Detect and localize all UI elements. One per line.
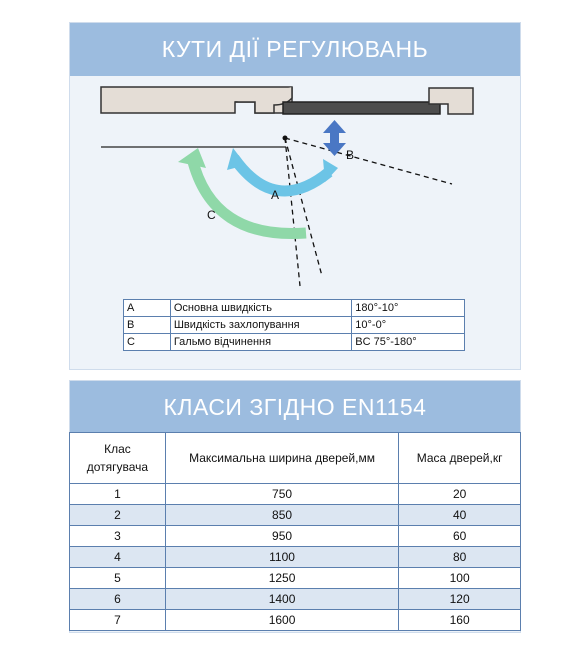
legend-range: 180°-10° <box>352 300 465 317</box>
cell-width: 1250 <box>165 568 398 589</box>
label-a: A <box>271 188 280 202</box>
arrow-a-head-right <box>323 159 338 182</box>
cell-mass: 120 <box>399 589 521 610</box>
legend-description: Швидкість захлопування <box>170 317 351 334</box>
legend-range: BC 75°-180° <box>352 334 465 351</box>
en1154-classes-panel <box>69 380 521 633</box>
door-closer-angles-diagram <box>70 76 522 316</box>
table-header-row <box>70 433 521 484</box>
label-c: C <box>207 208 216 222</box>
angle-line-75deg-a <box>285 138 300 286</box>
table-row <box>70 610 521 631</box>
arrow-c-head <box>178 148 206 168</box>
en1154-classes-table <box>69 432 521 631</box>
cell-mass: 160 <box>399 610 521 631</box>
arrow-b-head-down <box>323 143 346 156</box>
cell-mass: 60 <box>399 526 521 547</box>
cell-class: 7 <box>70 610 166 631</box>
adjustment-angles-panel <box>69 22 521 370</box>
cell-width: 950 <box>165 526 398 547</box>
door-leaf <box>283 102 440 114</box>
table-row <box>70 526 521 547</box>
angle-line-10deg <box>285 138 452 184</box>
adjustment-angles-title: КУТИ ДІЇ РЕГУЛЮВАНЬ <box>70 23 520 76</box>
legend-row <box>124 317 465 334</box>
header-class <box>70 433 166 484</box>
table-row <box>70 484 521 505</box>
arrow-a-arc <box>234 158 329 191</box>
cell-mass: 80 <box>399 547 521 568</box>
cell-class: 3 <box>70 526 166 547</box>
en1154-classes-title: КЛАСИ ЗГІДНО EN1154 <box>70 381 520 433</box>
angle-line-75deg-b <box>285 138 322 276</box>
table-row <box>70 505 521 526</box>
legend-key: A <box>124 300 171 317</box>
legend-row <box>124 300 465 317</box>
legend-range: 10°-0° <box>352 317 465 334</box>
cell-width: 1100 <box>165 547 398 568</box>
legend-key: B <box>124 317 171 334</box>
legend-description: Основна швидкість <box>170 300 351 317</box>
cell-width: 750 <box>165 484 398 505</box>
header-door-mass: Маса дверей,кг <box>399 433 521 484</box>
table-row <box>70 547 521 568</box>
cell-mass: 40 <box>399 505 521 526</box>
legend-key: C <box>124 334 171 351</box>
cell-class: 5 <box>70 568 166 589</box>
cell-width: 850 <box>165 505 398 526</box>
table-row <box>70 589 521 610</box>
table-row <box>70 568 521 589</box>
header-max-width: Максимальна ширина дверей,мм <box>165 433 398 484</box>
cell-mass: 20 <box>399 484 521 505</box>
legend-row <box>124 334 465 351</box>
angles-legend-table <box>123 299 465 351</box>
label-b: B <box>346 148 355 162</box>
cell-class: 2 <box>70 505 166 526</box>
header-class-line1: Клас <box>104 442 131 456</box>
cell-class: 1 <box>70 484 166 505</box>
arrow-b-head-up <box>323 120 346 133</box>
header-class-line2: дотягувача <box>86 460 149 474</box>
legend-description: Гальмо відчинення <box>170 334 351 351</box>
cell-width: 1600 <box>165 610 398 631</box>
cell-class: 4 <box>70 547 166 568</box>
cell-width: 1400 <box>165 589 398 610</box>
cell-mass: 100 <box>399 568 521 589</box>
cell-class: 6 <box>70 589 166 610</box>
